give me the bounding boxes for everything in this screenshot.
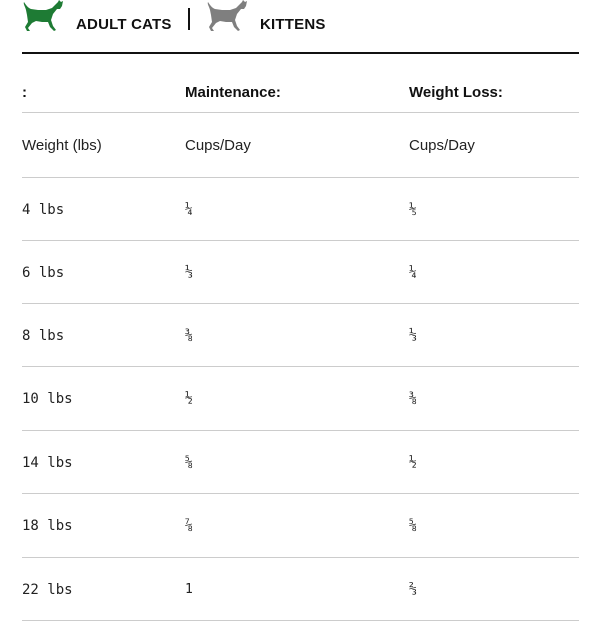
table-units-row [22, 113, 579, 178]
maintenance-cell: ⅝ [185, 455, 193, 470]
weight-loss-cell: ⅕ [409, 202, 417, 217]
maintenance-cell: ⅞ [185, 518, 193, 533]
weight-loss-cell: ⅔ [409, 582, 417, 597]
weight-cell: 14 lbs [22, 455, 73, 471]
weight-loss-cell: ⅓ [409, 328, 417, 343]
cat-icon [22, 0, 64, 32]
maintenance-cell: ¼ [185, 202, 193, 217]
tab-adult-cats[interactable] [22, 0, 192, 40]
tab-kittens-label: KITTENS [260, 16, 326, 33]
maintenance-cell: ⅓ [185, 265, 193, 280]
cat-type-tabs [22, 0, 579, 54]
column-header-weight-loss: Weight Loss: [409, 84, 503, 101]
column-header-weight: : [22, 84, 27, 101]
weight-loss-cell: ⅝ [409, 518, 417, 533]
table-row [22, 431, 579, 494]
weight-cell: 10 lbs [22, 391, 73, 407]
table-row [22, 241, 579, 304]
tab-adult-cats-label: ADULT CATS [76, 16, 172, 33]
weight-loss-cell: ¼ [409, 265, 417, 280]
weight-loss-cell: ½ [409, 455, 417, 470]
weight-loss-cell: ⅜ [409, 391, 417, 406]
table-row [22, 558, 579, 621]
weight-cell: 22 lbs [22, 582, 73, 598]
weight-cell: 8 lbs [22, 328, 65, 344]
table-row [22, 367, 579, 431]
tab-divider [188, 8, 190, 30]
unit-maintenance: Cups/Day [185, 137, 251, 154]
column-header-maintenance: Maintenance: [185, 84, 281, 101]
table-row [22, 178, 579, 241]
table-row [22, 494, 579, 558]
maintenance-cell: ⅜ [185, 328, 193, 343]
tab-kittens[interactable] [206, 0, 346, 40]
table-row [22, 304, 579, 367]
weight-cell: 18 lbs [22, 518, 73, 534]
weight-cell: 6 lbs [22, 265, 65, 281]
cat-icon [206, 0, 248, 32]
unit-weight-loss: Cups/Day [409, 137, 475, 154]
table-header-row [22, 54, 579, 113]
weight-cell: 4 lbs [22, 202, 65, 218]
unit-weight: Weight (lbs) [22, 137, 102, 154]
maintenance-cell: ½ [185, 391, 193, 406]
maintenance-cell: 1 [185, 582, 193, 597]
